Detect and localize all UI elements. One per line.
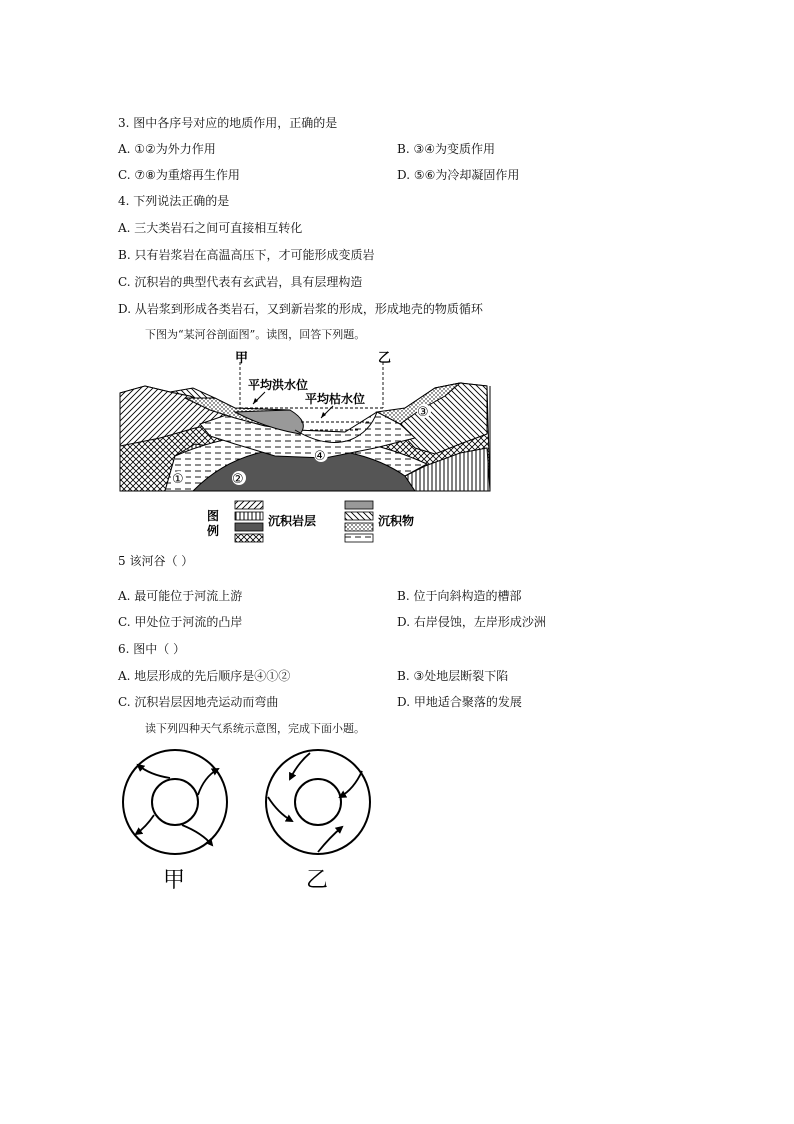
intro-valley: 下图为“某河谷剖面图”。读图，回答下列题。 — [145, 328, 366, 341]
system-jia — [123, 750, 227, 854]
q5-option-c: C. 甲处位于河流的凸岸 — [118, 615, 243, 629]
marker-3: ③ — [417, 405, 429, 420]
q3-option-c: C. ⑦⑧为重熔再生作用 — [118, 168, 240, 182]
q3-option-a: A. ①②为外力作用 — [118, 142, 216, 156]
marker-2: ② — [232, 472, 244, 487]
q5-stem: 5 该河谷（ ） — [118, 554, 194, 568]
q6-option-c: C. 沉积岩层因地壳运动而弯曲 — [118, 695, 279, 709]
q4-option-d: D. 从岩浆到形成各类岩石，又到新岩浆的形成，形成地壳的物质循环 — [118, 302, 483, 316]
q5-option-d: D. 右岸侵蚀，左岸形成沙洲 — [397, 615, 546, 629]
q3-option-d: D. ⑤⑥为冷却凝固作用 — [397, 168, 520, 182]
valley-cross-section-figure — [115, 348, 505, 548]
weather-systems-figure — [118, 745, 388, 895]
weather-label-yi: 乙 — [306, 868, 329, 893]
legend-title-2: 例 — [207, 524, 220, 538]
label-yi: 乙 — [378, 351, 392, 366]
label-dry-level: 平均枯水位 — [305, 392, 366, 406]
q5-option-a: A. 最可能位于河流上游 — [118, 589, 243, 603]
q3-stem: 3. 图中各序号对应的地质作用，正确的是 — [118, 116, 338, 130]
marker-4: ④ — [314, 449, 326, 464]
q4-option-a: A. 三大类岩石之间可直接相互转化 — [118, 221, 303, 235]
label-jia: 甲 — [235, 351, 249, 366]
q3-option-b: B. ③④为变质作用 — [397, 142, 495, 156]
legend-sedimentary-rock: 沉积岩层 — [268, 514, 317, 528]
q4-option-b: B. 只有岩浆岩在高温高压下，才可能形成变质岩 — [118, 248, 375, 262]
legend-title-1: 图 — [207, 509, 220, 523]
intro-weather: 读下列四种天气系统示意图，完成下面小题。 — [145, 722, 365, 735]
q6-option-d: D. 甲地适合聚落的发展 — [397, 695, 522, 709]
legend-sediment: 沉积物 — [378, 514, 415, 528]
q6-option-b: B. ③处地层断裂下陷 — [397, 669, 509, 683]
system-yi — [266, 750, 370, 854]
q6-option-a: A. 地层形成的先后顺序是④①② — [118, 669, 291, 683]
q6-stem: 6. 图中（ ） — [118, 642, 186, 656]
marker-1: ① — [172, 472, 184, 487]
q4-option-c: C. 沉积岩的典型代表有玄武岩，具有层理构造 — [118, 275, 363, 289]
q5-option-b: B. 位于向斜构造的槽部 — [397, 589, 522, 603]
q4-stem: 4. 下列说法正确的是 — [118, 194, 230, 208]
label-flood-level: 平均洪水位 — [248, 378, 309, 392]
weather-label-jia: 甲 — [163, 868, 186, 893]
